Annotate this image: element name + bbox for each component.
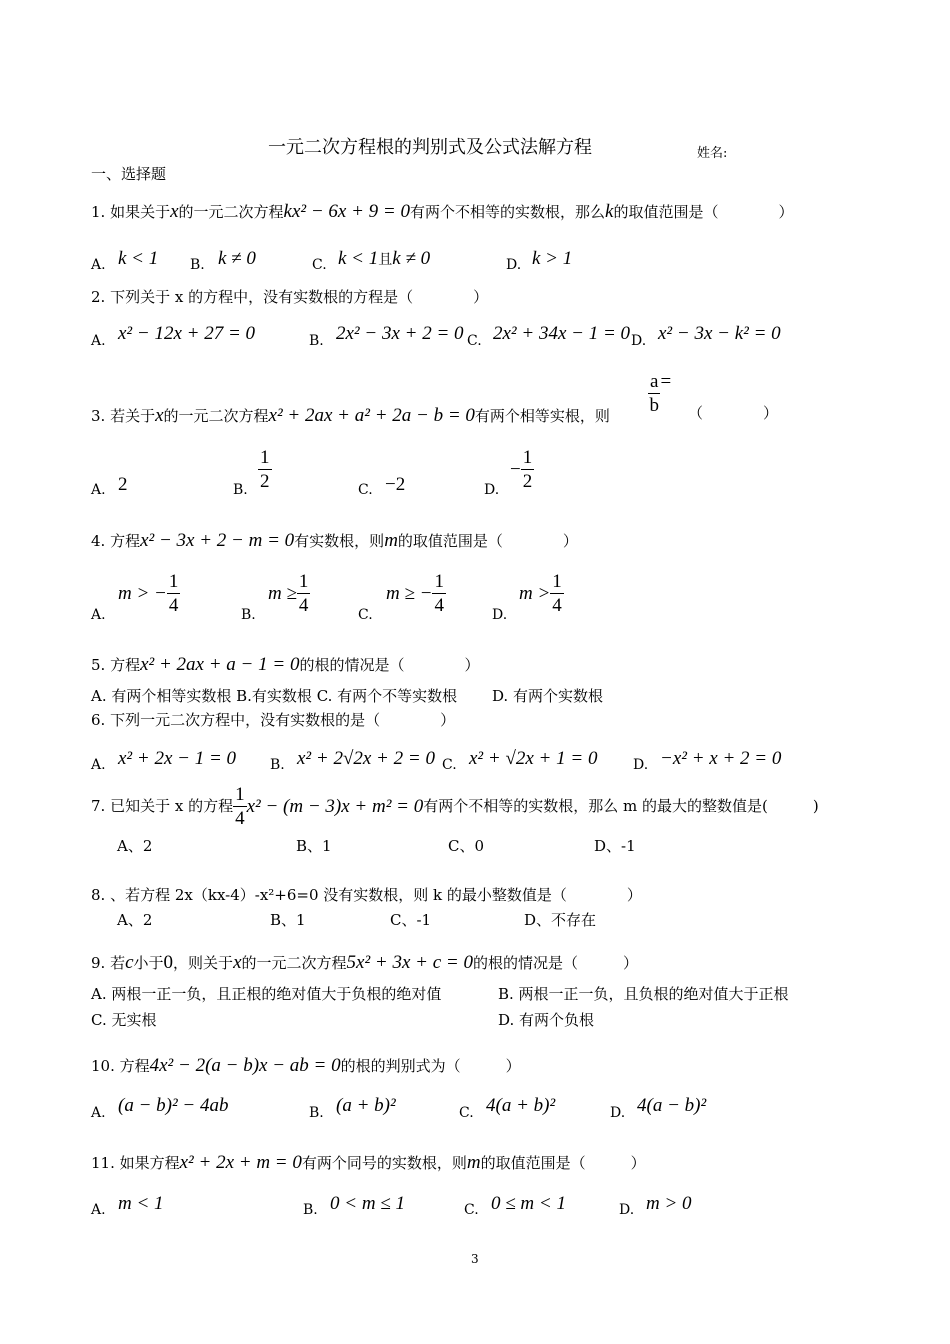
q3-option-a: 2 [118, 474, 128, 495]
q1-option-d: k > 1 [532, 248, 573, 269]
q3-option-c-label: C. [358, 482, 373, 498]
q7-option-a: A、2 [117, 837, 153, 855]
q6-option-a: x² + 2x − 1 = 0 [118, 748, 237, 769]
q3-option-d-label: D. [484, 482, 500, 498]
q9-option-c: C. 无实根 [91, 1011, 157, 1029]
q1-option-a-label: A. [91, 257, 106, 273]
q4-option-c-label: C. [358, 607, 373, 623]
q7-option-c: C、0 [448, 837, 485, 855]
q11-option-a: m < 1 [118, 1193, 164, 1214]
q11-option-b: 0 < m ≤ 1 [330, 1193, 405, 1214]
q2-option-d: x² − 3x − k² = 0 [658, 323, 781, 344]
question-7: 7. 已知关于 x 的方程 $\frac{1}{4}$ x² − (m − 3)x + m² = 0有两个不相等的实数根，那么 m 的最大的整数值是( ) [91, 784, 819, 829]
q3-blank: （ ） [688, 404, 779, 422]
q6-option-a-label: A. [91, 757, 106, 773]
q2-option-c: 2x² + 34x − 1 = 0 [493, 323, 631, 344]
question-6: 6. 下列一元二次方程中，没有实数根的是（ ） [91, 711, 456, 729]
q11-option-c-label: C. [464, 1202, 479, 1218]
q4-option-a: m > − $\frac{1}{4}$ [118, 571, 179, 616]
q3-option-b: $\frac{1}{2}$ [260, 447, 270, 492]
q3-option-b-label: B. [233, 482, 248, 498]
q10-option-b-label: B. [309, 1105, 324, 1121]
q11-option-a-label: A. [91, 1202, 106, 1218]
q5-options: A. 有两个相等实数根 B.有实数根 C. 有两个不等实数根 D. 有两个实数根 [91, 687, 603, 705]
q3-ratio: $\frac{a}{b}$ = [649, 371, 672, 416]
q3-option-c: −2 [385, 474, 406, 495]
q4-option-b-label: B. [241, 607, 256, 623]
q2-option-c-label: C. [467, 333, 482, 349]
q4-option-d: m > $\frac{1}{4}$ [519, 571, 562, 616]
q8-option-c: C、-1 [390, 911, 432, 929]
q9-option-d: D. 有两个负根 [498, 1011, 595, 1029]
q1-option-a: k < 1 [118, 248, 159, 269]
question-10: 10. 方程4x² − 2(a − b)x − ab = 0的根的判别式为（ ） [91, 1055, 521, 1076]
q7-option-b: B、1 [296, 837, 332, 855]
q2-option-d-label: D. [631, 333, 647, 349]
q1-option-b: k ≠ 0 [218, 248, 256, 269]
q10-option-a: (a − b)² − 4ab [118, 1095, 229, 1116]
q6-option-c: x² + √2x + 1 = 0 [469, 748, 598, 769]
q3-option-a-label: A. [91, 482, 106, 498]
q11-option-d: m > 0 [646, 1193, 692, 1214]
q11-option-c: 0 ≤ m < 1 [491, 1193, 566, 1214]
q6-option-d-label: D. [633, 757, 649, 773]
q2-option-a: x² − 12x + 27 = 0 [118, 323, 256, 344]
q9-option-a: A. 两根一正一负，且正根的绝对值大于负根的绝对值 [91, 985, 442, 1003]
name-label: 姓名: [697, 146, 728, 161]
q10-option-a-label: A. [91, 1105, 106, 1121]
section-heading: 一、选择题 [91, 165, 167, 183]
q2-option-b: 2x² − 3x + 2 = 0 [336, 323, 464, 344]
question-3: 3. 若关于x的一元二次方程x² + 2ax + a² + 2a − b = 0有两个相等实根，则 [91, 405, 610, 426]
q6-option-b-label: B. [270, 757, 285, 773]
q3-option-d: − $\frac{1}{2}$ [510, 447, 533, 492]
q4-option-c: m ≥ − $\frac{1}{4}$ [386, 571, 444, 616]
q6-option-b: x² + 2√2x + 2 = 0 [297, 748, 435, 769]
q8-option-a: A、2 [117, 911, 153, 929]
q9-option-b: B. 两根一正一负，且负根的绝对值大于正根 [498, 985, 789, 1003]
q10-option-d-label: D. [610, 1105, 626, 1121]
q4-option-b: m ≥ $\frac{1}{4}$ [268, 571, 309, 616]
q1-option-b-label: B. [190, 257, 205, 273]
q8-option-d: D、不存在 [524, 911, 597, 929]
q1-option-d-label: D. [506, 257, 522, 273]
q4-option-a-label: A. [91, 607, 106, 623]
q4-option-d-label: D. [492, 607, 508, 623]
question-8: 8. 、若方程 2x（kx-4）-x²+6=0 没有实数根，则 k 的最小整数值是（ ） [91, 886, 642, 904]
q6-option-d: −x² + x + 2 = 0 [660, 748, 782, 769]
q10-option-b: (a + b)² [336, 1095, 396, 1116]
page-title: 一元二次方程根的判别式及公式法解方程 [268, 137, 592, 158]
question-4: 4. 方程x² − 3x + 2 − m = 0有实数根，则m的取值范围是（ ） [91, 530, 578, 551]
question-5: 5. 方程x² + 2ax + a − 1 = 0的根的情况是（ ） [91, 654, 480, 675]
q2-option-a-label: A. [91, 333, 106, 349]
question-2: 2. 下列关于 x 的方程中，没有实数根的方程是（ ） [91, 288, 489, 306]
q11-option-b-label: B. [303, 1202, 318, 1218]
question-11: 11. 如果方程x² + 2x + m = 0有两个同号的实数根，则m的取值范围是（ ） [91, 1152, 646, 1173]
q8-option-b: B、1 [270, 911, 306, 929]
q2-option-b-label: B. [309, 333, 324, 349]
q10-option-c-label: C. [459, 1105, 474, 1121]
q1-option-c: k < 1且k ≠ 0 [338, 248, 431, 269]
question-9: 9. 若c小于0，则关于x的一元二次方程5x² + 3x + c = 0的根的情况是（ ） [91, 952, 638, 973]
q7-option-d: D、-1 [594, 837, 636, 855]
q10-option-c: 4(a + b)² [486, 1095, 556, 1116]
page-number: 3 [471, 1252, 479, 1266]
q11-option-d-label: D. [619, 1202, 635, 1218]
q1-option-c-label: C. [312, 257, 327, 273]
q6-option-c-label: C. [442, 757, 457, 773]
question-1: 1. 如果关于x的一元二次方程kx² − 6x + 9 = 0有两个不相等的实数根，那么k的取值范围是（ ） [91, 201, 794, 222]
q10-option-d: 4(a − b)² [637, 1095, 707, 1116]
